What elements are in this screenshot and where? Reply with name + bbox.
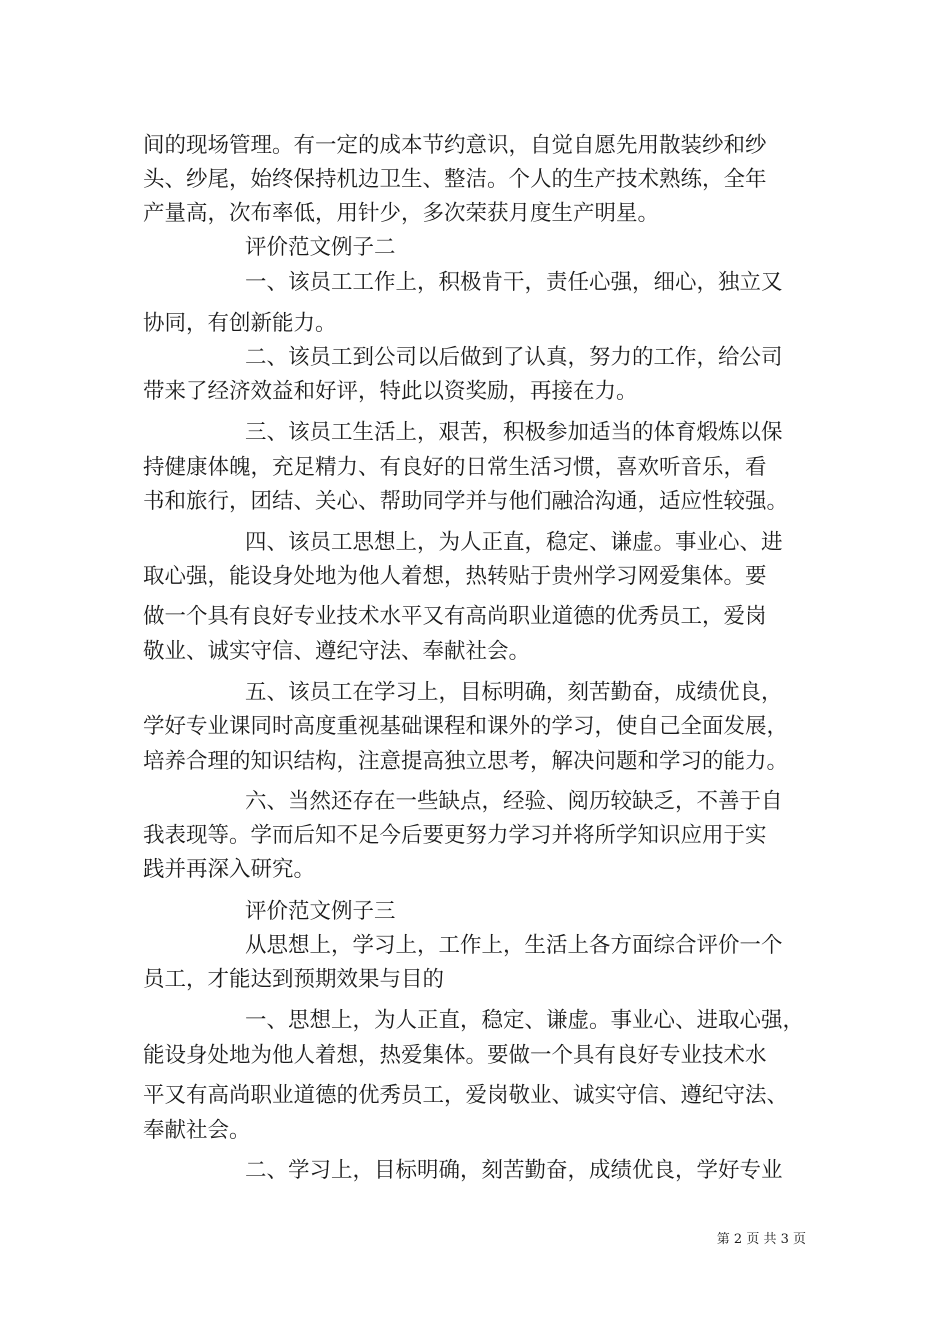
text-line: 敬业、诚实守信、遵纪守法、奉献社会。: [143, 639, 531, 664]
text-line: 二、该员工到公司以后做到了认真，努力的工作，给公司: [245, 345, 783, 370]
text-line: 持健康体魄，充足精力、有良好的日常生活习惯，喜欢听音乐，看: [143, 455, 767, 480]
text-line: 三、该员工生活上，艰苦，积极参加适当的体育煅炼以保: [245, 420, 783, 445]
text-line: 学好专业课同时高度重视基础课程和课外的学习，使自己全面发展，: [143, 714, 789, 739]
text-line: 做一个具有良好专业技术水平又有高尚职业道德的优秀员工，爱岗: [143, 604, 767, 629]
text-line: 践并再深入研究。: [143, 857, 316, 882]
text-line: 协同，有创新能力。: [143, 311, 337, 336]
page-number: 第 2 页 共 3 页: [716, 1232, 806, 1247]
text-line: 四、该员工思想上，为人正直，稳定、谦虚。事业心、进: [245, 530, 783, 555]
text-line: 产量高，次布率低，用针少，多次荣获月度生产明星。: [143, 201, 660, 226]
text-line: 头、纱尾，始终保持机边卫生、整洁。个人的生产技术熟练，全年: [143, 167, 767, 192]
text-line: 书和旅行，团结、关心、帮助同学并与他们融洽沟通，适应性较强。: [143, 489, 789, 514]
text-line: 奉献社会。: [143, 1118, 251, 1143]
text-line: 能设身处地为他人着想，热爱集体。要做一个具有良好专业技术水: [143, 1043, 767, 1068]
text-line: 带来了经济效益和好评，特此以资奖励，再接在力。: [143, 379, 638, 404]
text-line: 从思想上，学习上，工作上，生活上各方面综合评价一个: [245, 933, 783, 958]
text-line: 一、思想上，为人正直，稳定、谦虚。事业心、进取心强，: [245, 1008, 805, 1033]
text-line: 我表现等。学而后知不足今后要更努力学习并将所学知识应用于实: [143, 823, 767, 848]
text-line: 六、当然还存在一些缺点，经验、阅历较缺乏，不善于自: [245, 789, 783, 814]
text-line: 平又有高尚职业道德的优秀员工，爱岗敬业、诚实守信、遵纪守法、: [143, 1083, 789, 1108]
section-heading: 评价范文例子三: [245, 899, 396, 924]
text-line: 二、学习上，目标明确，刻苦勤奋，成绩优良，学好专业: [245, 1158, 783, 1183]
section-heading: 评价范文例子二: [245, 235, 396, 260]
text-line: 员工，才能达到预期效果与目的: [143, 967, 445, 992]
text-line: 一、该员工工作上，积极肯干，责任心强，细心，独立又: [245, 270, 783, 295]
text-line: 培养合理的知识结构，注意提高独立思考，解决问题和学习的能力。: [143, 749, 789, 774]
text-line: 间的现场管理。有一定的成本节约意识，自觉自愿先用散装纱和纱: [143, 133, 767, 158]
text-line: 取心强，能设身处地为他人着想，热转贴于贵州学习网爱集体。要: [143, 564, 767, 589]
text-line: 五、该员工在学习上，目标明确，刻苦勤奋，成绩优良，: [245, 680, 783, 705]
